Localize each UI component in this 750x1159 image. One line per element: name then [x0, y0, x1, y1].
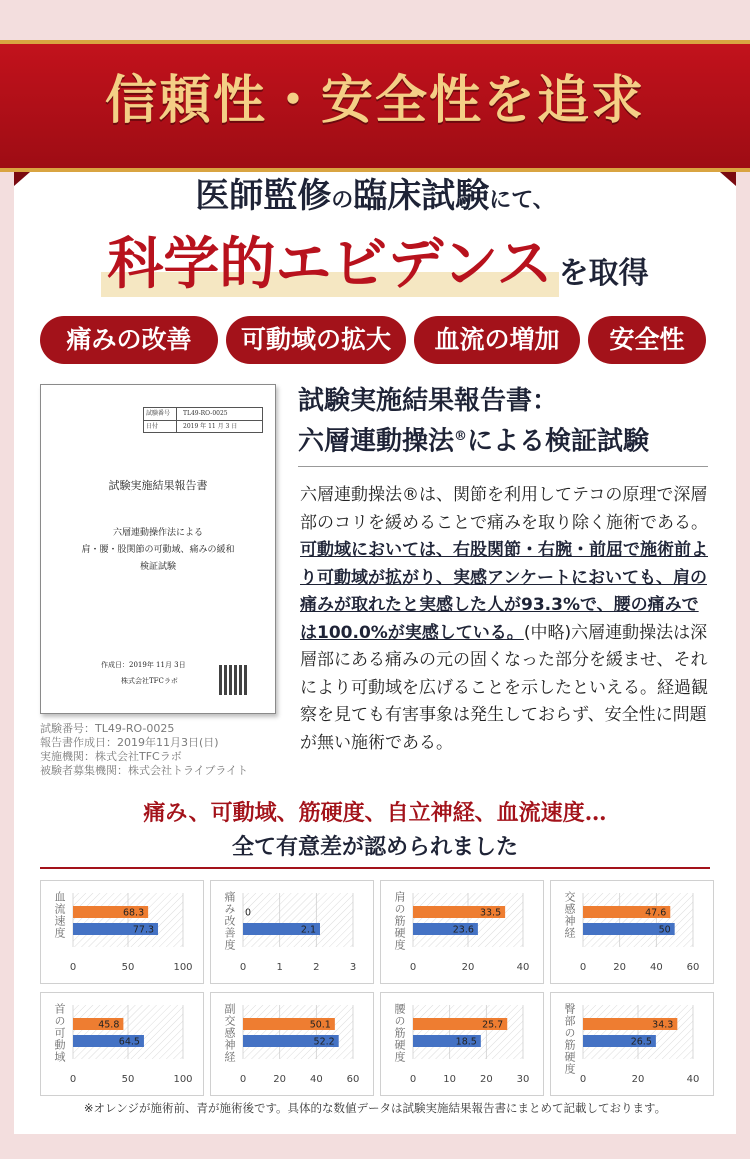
data-label: 26.5: [630, 1036, 652, 1048]
tick-label: 0: [579, 1074, 587, 1085]
tick-label: 20: [631, 1074, 645, 1085]
result-summary-line2: 全て有意差が認められました: [231, 834, 518, 860]
bar-chart: [210, 992, 374, 1096]
bar-chart: [380, 880, 544, 984]
body-text-1: 六層連動操法®は、関節を利用してテコの原理で深層部のコリを緩めることで痛みを取り除く施術である。: [300, 485, 708, 533]
data-label: 33.5: [479, 907, 502, 919]
data-label: 50: [658, 924, 671, 936]
plot-area: [243, 893, 353, 947]
tick-label: 100: [173, 1074, 193, 1085]
tick-label: 2: [313, 962, 320, 973]
tag-pain: 痛みの改善: [40, 316, 218, 364]
data-label: 77.3: [132, 924, 155, 936]
result-summary-line1: 痛み、可動域、筋硬度、自立神経、血流速度…: [143, 800, 607, 826]
meta-line: 報告書作成日：2019年11月3日(日): [40, 736, 219, 749]
chart-category-label: 肩の筋硬度: [393, 891, 406, 951]
report-title-tail: による検証試験: [467, 426, 650, 457]
chart-category-label: 腰の筋硬度: [393, 1003, 406, 1063]
chart-grid: [40, 880, 710, 1094]
data-label: 50.1: [309, 1019, 331, 1031]
headline-rest: を取得: [558, 256, 649, 291]
report-title-method: 六層連動操法: [298, 426, 455, 457]
tick-label: 60: [686, 962, 700, 973]
tick-label: 0: [239, 962, 247, 973]
lead-part-1: 医師監修: [195, 176, 332, 216]
tag-safety: 安全性: [588, 316, 706, 364]
bar-chart: [550, 880, 714, 984]
document-title: 試験実施結果報告書: [108, 479, 208, 492]
qr-code-icon: [219, 665, 249, 695]
meta-line: 被験者募集機関：株式会社トライブライト: [40, 764, 249, 777]
tick-label: 60: [346, 1074, 360, 1085]
chart-category-label: 痛み改善度: [223, 891, 236, 951]
document-company: 株式会社TFCラボ: [121, 677, 178, 685]
report-document-image: [40, 384, 276, 714]
divider-red: [40, 867, 710, 869]
doc-cell: TL49-RO-0025: [183, 410, 228, 417]
tick-label: 30: [516, 1074, 530, 1085]
data-label: 64.5: [118, 1036, 140, 1048]
chart-category-label: 交感神経: [563, 891, 576, 939]
doc-cell: 試験番号: [144, 408, 177, 420]
banner-title: 信頼性・安全性を追求: [104, 70, 645, 131]
bar-chart: [40, 880, 204, 984]
lead-part-2: の: [331, 187, 354, 213]
report-title-line1: 試験実施結果報告書：: [298, 386, 559, 416]
report-meta: [40, 722, 248, 778]
chart-category-label: 副交感神経: [223, 1003, 236, 1063]
tick-label: 20: [613, 962, 627, 973]
meta-line: 試験番号：TL49-RO-0025: [40, 722, 175, 735]
registered-mark: ®: [454, 429, 468, 444]
tick-label: 40: [516, 962, 530, 973]
plot-area: [413, 1005, 523, 1059]
doc-cell: 2019 年 11 月 3 日: [183, 423, 238, 430]
tag-list: [40, 316, 710, 364]
doc-cell: 日付: [144, 421, 177, 432]
tag-bloodflow: 血流の増加: [414, 316, 580, 364]
tick-label: 40: [649, 962, 663, 973]
data-label: 68.3: [122, 907, 145, 919]
tick-label: 40: [309, 1074, 323, 1085]
data-label: 2.1: [300, 924, 316, 936]
tick-label: 100: [173, 962, 193, 973]
data-label: 47.6: [645, 907, 667, 919]
tick-label: 50: [121, 1074, 135, 1085]
plot-area: [243, 1005, 353, 1059]
data-label: 34.3: [652, 1019, 674, 1031]
document-footer: [101, 657, 186, 689]
result-summary: [0, 796, 750, 864]
bar-chart: [550, 992, 714, 1096]
document-subtitle-line: 六層連動操作法による: [112, 528, 203, 538]
plot-area: [583, 893, 693, 947]
document-subtitle-line: 検証試験: [139, 562, 176, 572]
chart-category-label: 臀部の筋硬度: [563, 1003, 576, 1075]
report-title: [298, 383, 649, 460]
tick-label: 0: [69, 1074, 77, 1085]
tick-label: 40: [686, 1074, 700, 1085]
tick-label: 0: [409, 1074, 417, 1085]
tick-label: 20: [273, 1074, 287, 1085]
tick-label: 3: [349, 962, 357, 973]
tick-label: 20: [461, 962, 475, 973]
tick-label: 20: [479, 1074, 493, 1085]
tag-range: 可動域の拡大: [226, 316, 406, 364]
lead-part-3: 臨床試験: [353, 176, 490, 216]
document-header-box: [143, 407, 263, 433]
headline: [0, 220, 750, 300]
data-label: 23.6: [452, 924, 474, 936]
footnote: ※オレンジが施術前、青が施術後です。具体的な数値データは試験実施結果報告書にまとめて記載しております。: [83, 1101, 667, 1115]
tick-label: 0: [579, 962, 587, 973]
data-label: 18.5: [455, 1036, 477, 1048]
meta-line: 実施機関：株式会社TFCラボ: [40, 750, 182, 763]
report-body: [300, 482, 710, 757]
document-date: 作成日：2019年 11月 3日: [101, 661, 186, 669]
body-emphasis: 可動域においては、右股関節・右腕・前屈で施術前より可動域が拡がり、実感アンケートにおいても、肩の痛みが取れたと実感した人が93.3%で、腰の痛みでは100.0%が実感している。: [300, 540, 708, 643]
report-title-line2: [298, 419, 649, 460]
lead-part-4: にて、: [489, 187, 555, 213]
body-text-2: (中略)六層連動操法は深層部にある痛みの元の固くなった部分を緩ませ、それにより可動域を広げることを示したといえる。経過観察を見ても有害事象は発生しておらず、安全性に問題が無い施術である。: [300, 622, 708, 753]
lead-line: [0, 168, 750, 217]
tick-label: 10: [443, 1074, 457, 1085]
document-subtitle-line: 肩・腰・股関節の可動域、痛みの緩和: [81, 545, 235, 555]
bar-chart: [380, 992, 544, 1096]
data-label: 45.8: [98, 1019, 120, 1031]
data-label: 0: [245, 907, 252, 919]
tick-label: 0: [69, 962, 77, 973]
bar-chart: [210, 880, 374, 984]
data-label: 52.2: [313, 1036, 335, 1048]
divider: [298, 466, 708, 467]
tick-label: 1: [276, 962, 283, 973]
headline-emphasis: 科学的エビデンス: [101, 231, 558, 297]
bar-chart: [40, 992, 204, 1096]
data-label: 25.7: [482, 1019, 504, 1031]
tick-label: 0: [409, 962, 417, 973]
chart-category-label: 首の可動域: [53, 1003, 66, 1063]
tick-label: 0: [239, 1074, 247, 1085]
tick-label: 50: [121, 962, 135, 973]
document-subtitle: [41, 525, 275, 576]
chart-category-label: 血流速度: [53, 891, 66, 939]
